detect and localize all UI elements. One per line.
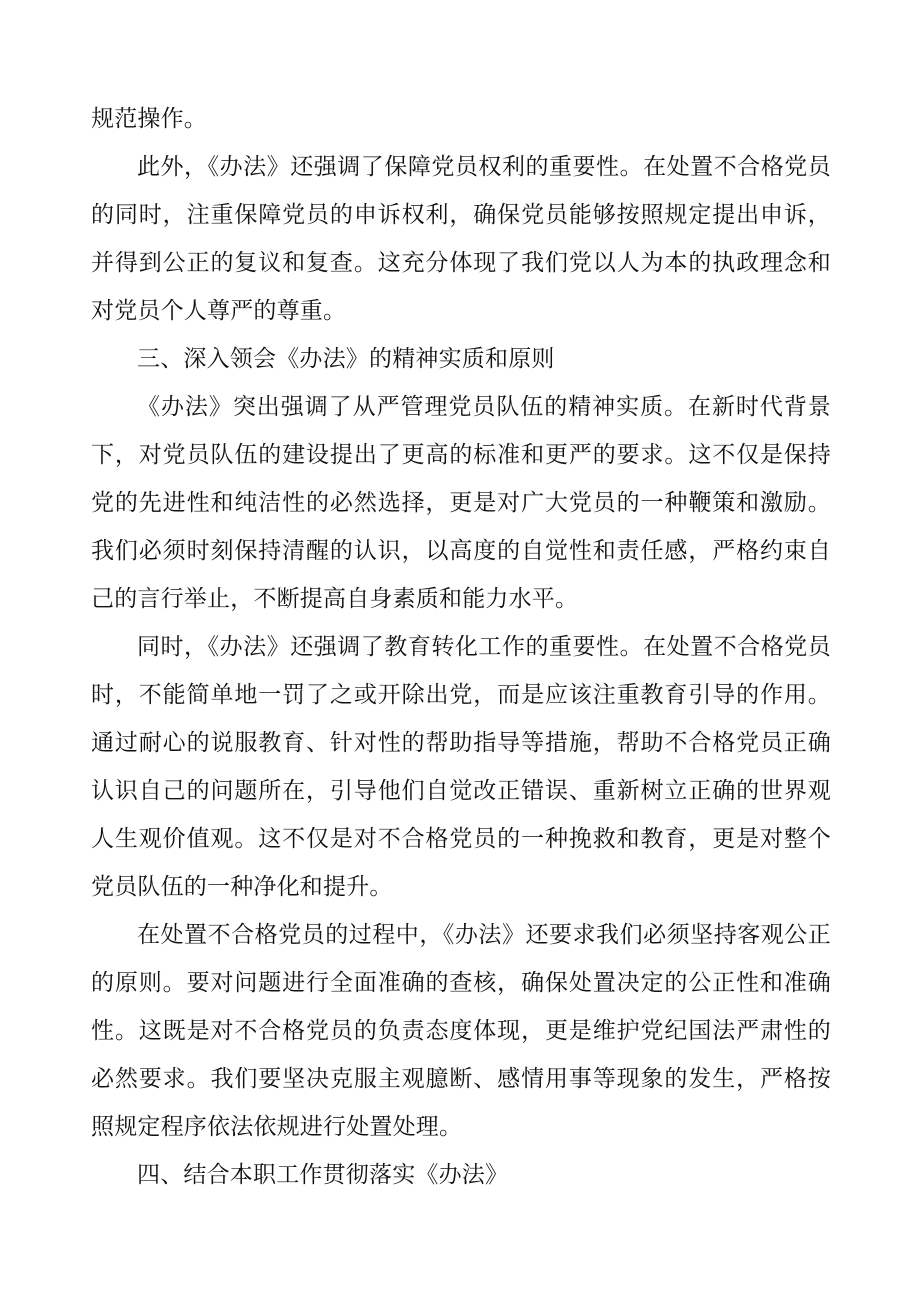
section-heading-4: 四、结合本职工作贯彻落实《办法》 bbox=[137, 1162, 509, 1188]
section-heading-3: 三、深入领会《办法》的精神实质和原则 bbox=[137, 346, 555, 372]
paragraph-education: 同时，《办法》还强调了教育转化工作的重要性。在处置不合格党员时，不能简单地一罚了之或开除出党，而是应该注重教育引导的作用。通过耐心的说服教育、针对性的帮助指导等措施，帮助不合格党员正确认识自己的问题所在，引导他们自觉改正错误、重新树立正确的世界观人生观价值观。这不仅是对不合格党员的一种挽救和教育，更是对整个党员队伍的一种净化和提升。 bbox=[91, 634, 831, 900]
paragraph-rights: 此外，《办法》还强调了保障党员权利的重要性。在处置不合格党员的同时，注重保障党员的申诉权利，确保党员能够按照规定提出申诉，并得到公正的复议和复查。这充分体现了我们党以人为本的执政理念和对党员个人尊严的尊重。 bbox=[91, 154, 831, 324]
document-body bbox=[91, 95, 831, 1199]
paragraph-continuation: 规范操作。 bbox=[91, 106, 207, 132]
paragraph-fairness: 在处置不合格党员的过程中，《办法》还要求我们必须坚持客观公正的原则。要对问题进行全面准确的查核，确保处置决定的公正性和准确性。这既是对不合格党员的负责态度体现，更是维护党纪国法严肃性的必然要求。我们要坚决克服主观臆断、感情用事等现象的发生，严格按照规定程序依法依规进行处置处理。 bbox=[91, 922, 831, 1140]
paragraph-spirit: 《办法》突出强调了从严管理党员队伍的精神实质。在新时代背景下，对党员队伍的建设提出了更高的标准和更严的要求。这不仅是保持党的先进性和纯洁性的必然选择，更是对广大党员的一种鞭策和激励。我们必须时刻保持清醒的认识，以高度的自觉性和责任感，严格约束自己的言行举止，不断提高自身素质和能力水平。 bbox=[91, 394, 831, 612]
